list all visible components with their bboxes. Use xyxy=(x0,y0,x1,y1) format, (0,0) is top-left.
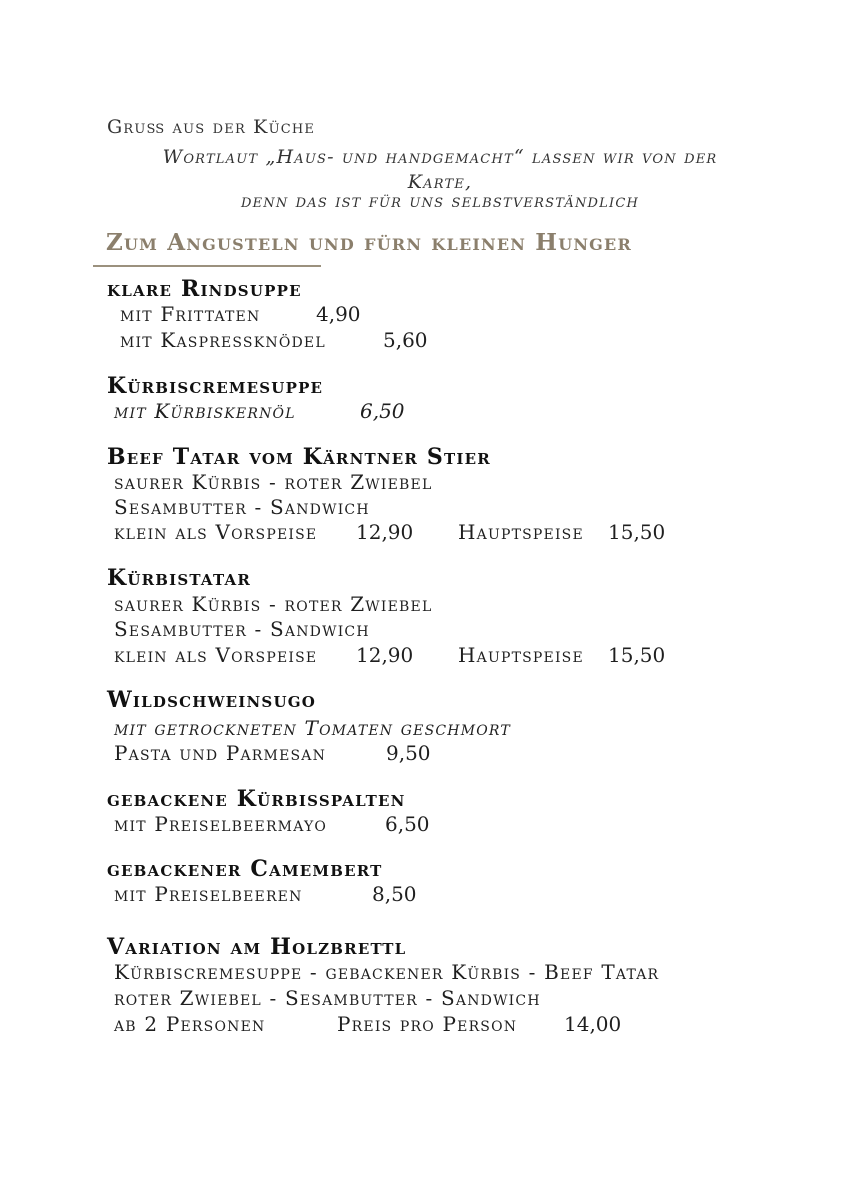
main-price-beef-tatar: 15,50 xyxy=(608,520,666,544)
dish-desc1-beef-tatar: saurer Kürbis - roter Zwiebel xyxy=(114,470,433,494)
persons-label-holzbrettl: ab 2 Personen xyxy=(114,1012,266,1036)
dish-desc2-beef-tatar: Sesambutter - Sandwich xyxy=(114,495,370,519)
dish-desc-camembert: mit Preiselbeeren xyxy=(114,882,303,906)
sub-label-wildschweinsugo: Pasta und Parmesan xyxy=(114,741,327,765)
small-label-beef-tatar: klein als Vorspeise xyxy=(114,520,318,544)
main-label-kuerbistatar: Hauptspeise xyxy=(458,643,584,667)
dish-desc2-holzbrettl: roter Zwiebel - Sesambutter - Sandwich xyxy=(114,986,541,1010)
small-price-kuerbistatar: 12,90 xyxy=(356,643,414,667)
note-line-2: Karte, xyxy=(407,171,473,193)
dish-price-holzbrettl: 14,00 xyxy=(564,1012,622,1036)
greeting-text: Gruß aus der Küche xyxy=(107,116,316,138)
section-divider xyxy=(93,265,321,267)
dish-title-wildschweinsugo: Wildschweinsugo xyxy=(107,687,317,713)
dish-title-kuerbisspalten: gebackene Kürbisspalten xyxy=(107,786,406,812)
dish-title-beef-tatar: Beef Tatar vom Kärntner Stier xyxy=(107,444,491,470)
dish-title-holzbrettl: Variation am Holzbrettl xyxy=(107,934,407,960)
dish-price-camembert: 8,50 xyxy=(372,882,417,906)
per-person-label-holzbrettl: Preis pro Person xyxy=(337,1012,518,1036)
option-label-kaspressknoedel: mit Kaspressknödel xyxy=(120,328,326,352)
section-title: Zum Angusteln und fürn kleinen Hunger xyxy=(106,229,632,256)
dish-desc-kuerbiscremesuppe: mit Kürbiskernöl xyxy=(114,399,296,423)
dish-desc-kuerbisspalten: mit Preiselbeermayo xyxy=(114,812,328,836)
dish-desc1-holzbrettl: Kürbiscremesuppe - gebackener Kürbis - Beef Tatar xyxy=(114,960,660,984)
option-price-kaspressknoedel: 5,60 xyxy=(383,328,428,352)
note-line-3: denn das ist für uns selbstverständlich xyxy=(240,190,640,212)
dish-price-wildschweinsugo: 9,50 xyxy=(386,741,431,765)
dish-desc-wildschweinsugo: mit getrockneten Tomaten geschmort xyxy=(114,716,511,740)
small-label-kuerbistatar: klein als Vorspeise xyxy=(114,643,318,667)
small-price-beef-tatar: 12,90 xyxy=(356,520,414,544)
dish-desc1-kuerbistatar: saurer Kürbis - roter Zwiebel xyxy=(114,592,433,616)
dish-title-kuerbiscremesuppe: Kürbiscremesuppe xyxy=(107,373,324,399)
dish-price-kuerbiscremesuppe: 6,50 xyxy=(360,399,405,423)
note-line-1: Wortlaut „Haus- und handgemacht“ lassen wir von der xyxy=(162,146,718,168)
main-price-kuerbistatar: 15,50 xyxy=(608,643,666,667)
option-price-frittaten: 4,90 xyxy=(316,302,361,326)
main-label-beef-tatar: Hauptspeise xyxy=(458,520,584,544)
dish-price-kuerbisspalten: 6,50 xyxy=(385,812,430,836)
dish-title-rindsuppe: klare Rindsuppe xyxy=(107,276,302,302)
dish-desc2-kuerbistatar: Sesambutter - Sandwich xyxy=(114,617,370,641)
option-label-frittaten: mit Frittaten xyxy=(120,302,261,326)
dish-title-kuerbistatar: Kürbistatar xyxy=(107,565,252,591)
dish-title-camembert: gebackener Camembert xyxy=(107,856,383,882)
